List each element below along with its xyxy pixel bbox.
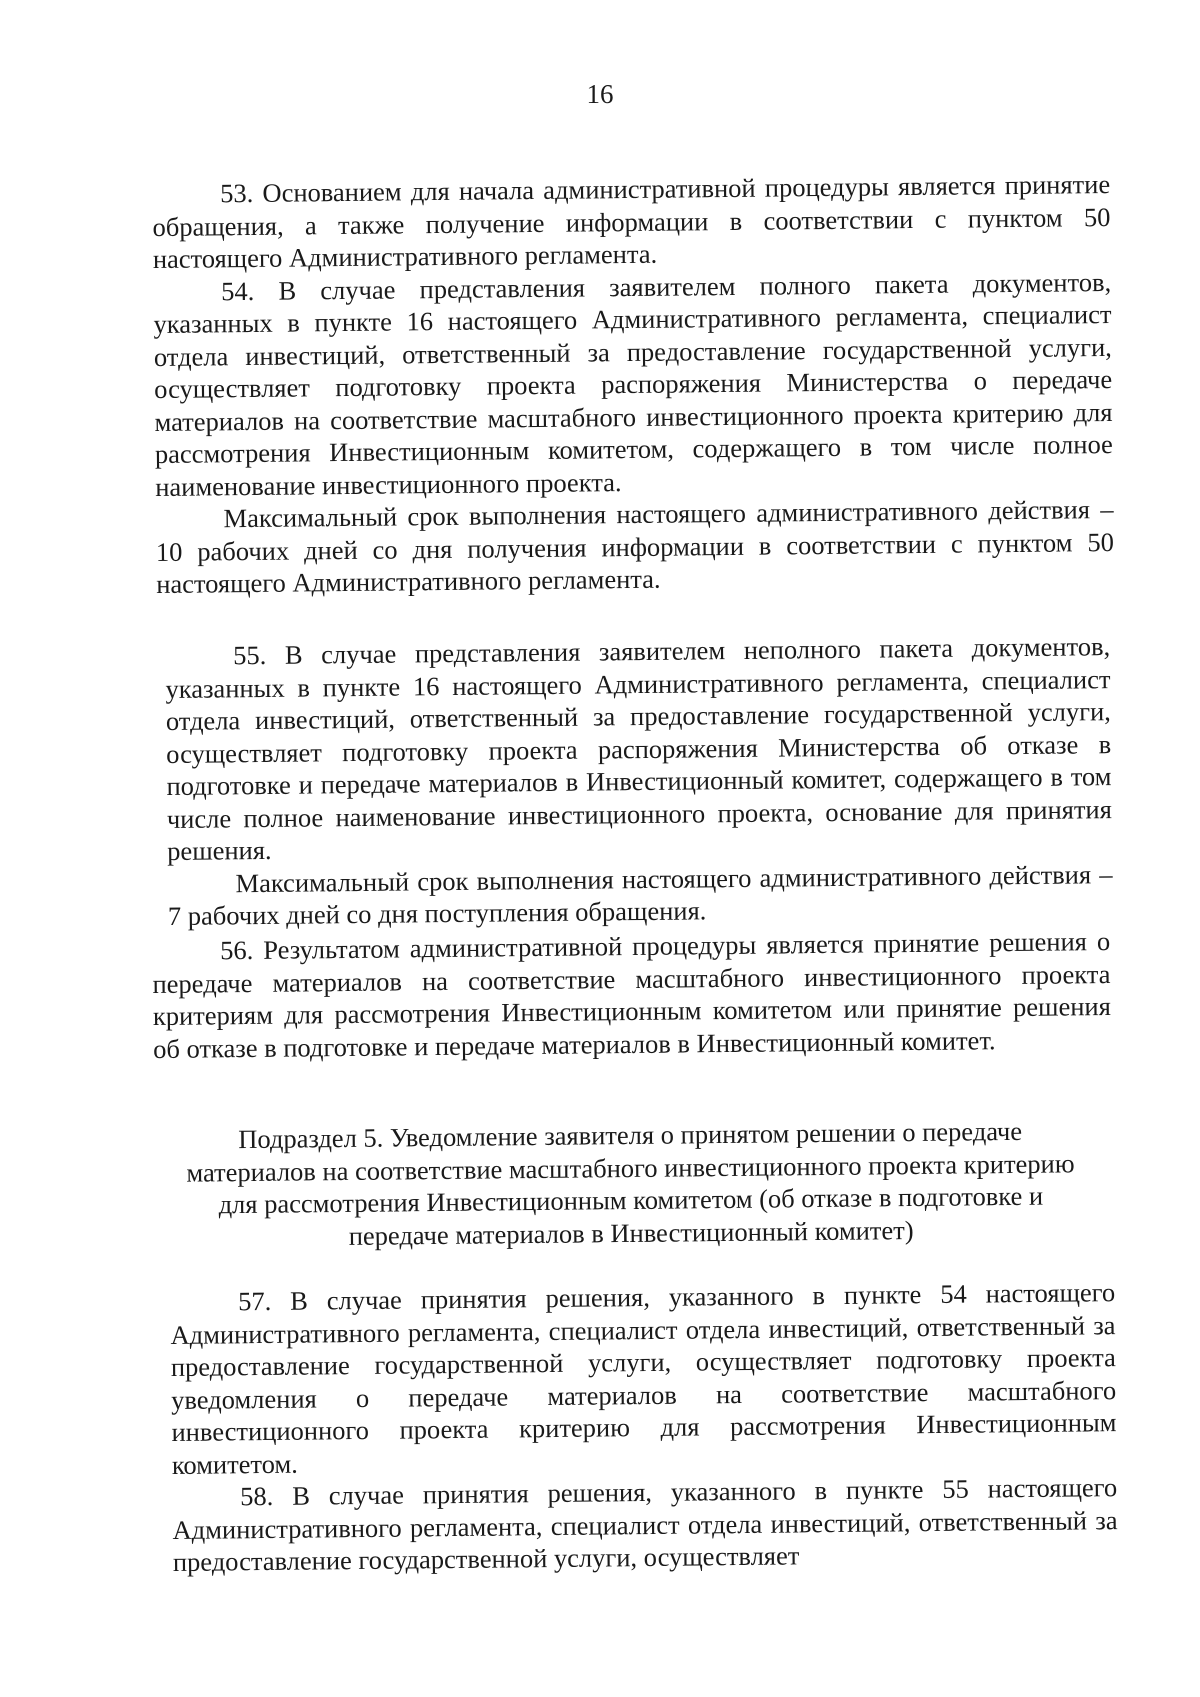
paragraph-58: 58. В случае принятия решения, указанного в пункте 55 настоящего Административного регламента, специалист отдела инвестиций, ответственный за предоставление государственной услуги, осуществляет <box>172 1472 1118 1577</box>
section-paragraph-55 <box>165 630 1113 932</box>
paragraph-55-term: Максимальный срок выполнения настоящего административного действия – 7 рабочих дней со дня поступления обращения. <box>167 858 1113 931</box>
section-paragraphs-53-54 <box>152 168 1114 601</box>
paragraph-57: 57. В случае принятия решения, указанного в пункте 54 настоящего Административного регламента, специалист отдела инвестиций, ответственный за предоставление государственной услуги, осуществляет подготовку проекта уведомления о передаче материалов на соответствие масштабного инвестиционного проекта критерию для рассмотрения Инвестиционным комитетом. <box>170 1277 1117 1480</box>
subsection-heading-line: для рассмотрения Инвестиционным комитетом (об отказе в подготовке и <box>218 1180 1044 1220</box>
section-paragraphs-57-58 <box>170 1276 1118 1578</box>
paragraph-56: 56. Результатом административной процедуры является принятие решения о передаче материалов на соответствие масштабного инвестиционного проекта критериям для рассмотрения Инвестиционным комитетом или принятие решения об отказе в подготовке и передаче материалов в Инвестиционный комитет. <box>152 925 1111 1064</box>
paragraph-54: 54. В случае представления заявителем полного пакета документов, указанных в пункте 16 настоящего Административного регламента, специалист отдела инвестиций, ответственный за предоставление государственной услуги, осуществляет подготовку проекта распоряжения Министерства о передаче материалов на соответствие масштабного инвестиционного проекта критерию для рассмотрения Инвестиционным комитетом, содержащего в том числе полное наименование инвестиционного проекта. <box>153 266 1113 502</box>
subsection-heading <box>150 1114 1111 1254</box>
subsection-heading-line: передаче материалов в Инвестиционный комитет) <box>348 1214 914 1251</box>
paragraph-53: 53. Основанием для начала административной процедуры является принятие обращения, а также получение информации в соответствии с пунктом 50 настоящего Административного регламента. <box>152 168 1111 274</box>
page-number: 16 <box>586 79 614 109</box>
paragraph-55: 55. В случае представления заявителем неполного пакета документов, указанных в пункте 16 настоящего Административного регламента, специалист отдела инвестиций, ответственный за предоставление государственной услуги, осуществляет подготовку проекта распоряжения Министерства об отказе в подготовке и передаче материалов в Инвестиционный комитет, содержащего в том числе полное наименование инвестиционного проекта, основание для принятия решения. <box>165 631 1112 866</box>
section-paragraph-56 <box>152 925 1111 1065</box>
subsection-heading-line: Подраздел 5. Уведомление заявителя о принятом решении о передаче <box>238 1115 1023 1155</box>
paragraph-54-term: Максимальный срок выполнения настоящего административного действия – 10 рабочих дней со дня получения информации в соответствии с пунктом 50 настоящего Административного регламента. <box>155 493 1115 599</box>
subsection-heading-line: материалов на соответствие масштабного инвестиционного проекта критерию <box>186 1147 1075 1188</box>
